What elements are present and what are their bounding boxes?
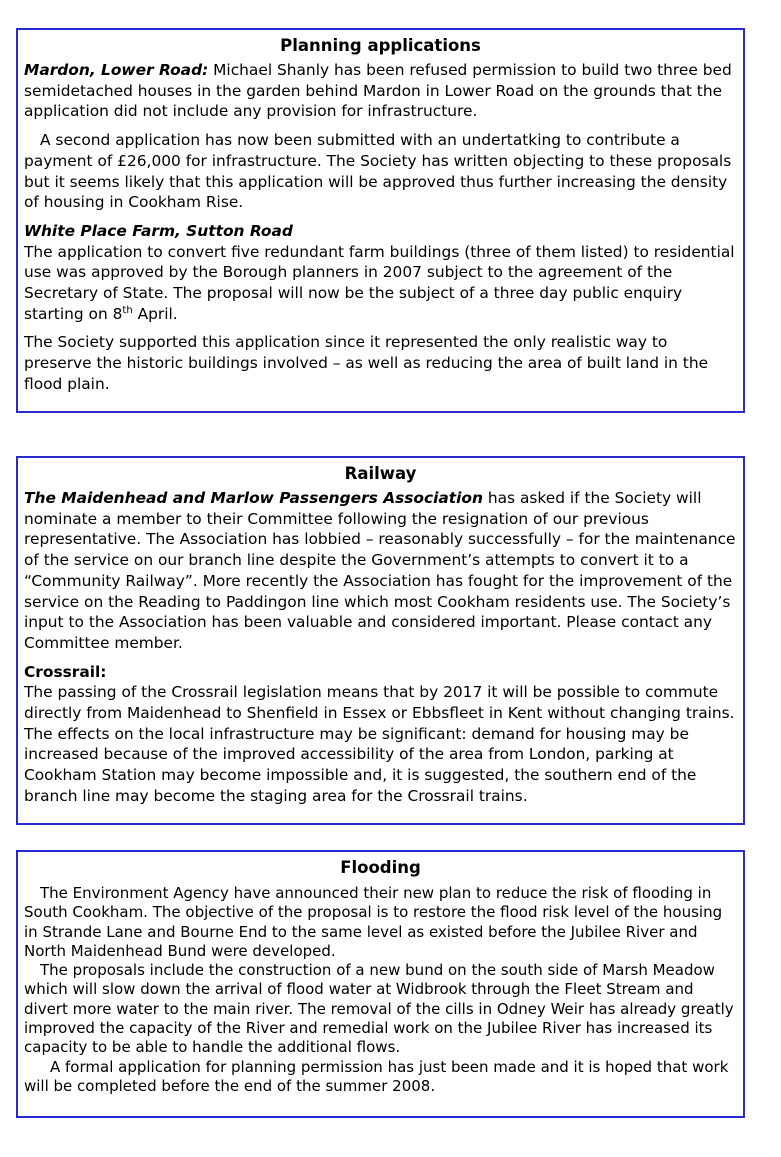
second-application-text: A second application has now been submitted with an undertatking to contribute a payment of £26,000 for infrastructure. The Society has written objecting to these proposals but it seems likely that this application will be approved thus further increasing the density of housing in Cookham Rise. (24, 131, 732, 212)
white-place-paragraph (24, 242, 737, 325)
planning-applications-section (16, 28, 745, 413)
mardon-paragraph (24, 60, 737, 122)
white-place-text-b: April. (132, 304, 178, 323)
bund-proposal-text: The proposals include the construction of a new bund on the south side of Marsh Meadow which will slow down the arrival of flood water at Widbrook through the Fleet Stream and divert more water to the main river. The removal of the cills in Odney Weir has already greatly improved the capacity of the River and remedial work on the Jubilee River has increased its capacity to be able to handle the additional flows. (24, 961, 734, 1057)
second-application-paragraph (24, 130, 737, 213)
passengers-association-paragraph (24, 488, 737, 654)
environment-agency-text: The Environment Agency have announced their new plan to reduce the risk of flooding in South Cookham. The objective of the proposal is to restore the flood risk level of the housing in Strande Lane and Bourne End to the same level as existed before the Jubilee River and North Maidenhead Bund were developed. (24, 884, 723, 960)
environment-agency-paragraph (24, 884, 737, 961)
crossrail-heading: Crossrail: (24, 662, 107, 681)
flooding-section (16, 850, 745, 1118)
white-place-text-a: The application to convert five redundant farm buildings (three of them listed) to residential use was approved by the Borough planners in 2007 subject to the agreement of the Secretary of State. The proposal will now be the subject of a three day public enquiry starting on 8 (24, 242, 735, 323)
crossrail-paragraph: The passing of the Crossrail legislation means that by 2017 it will be possible to commute directly from Maidenhead to Shenfield in Essex or Ebbsfleet in Kent without changing trains. The effects on the local infrastructure may be significant: demand for housing may be increased because of the improved accessibility of the area from London, parking at Cookham Station may become impossible and, it is suggested, the southern end of the branch line may become the staging area for the Crossrail trains. (24, 683, 735, 805)
bund-proposal-paragraph (24, 961, 737, 1057)
passengers-association-heading: The Maidenhead and Marlow Passengers Association (24, 489, 483, 507)
railway-section-title: Railway (344, 464, 417, 483)
planning-permission-text: A formal application for planning permission has just been made and it is hoped that work will be completed before the end of the summer 2008. (24, 1057, 729, 1095)
white-place-heading: White Place Farm, Sutton Road (24, 221, 293, 240)
planning-permission-paragraph (24, 1058, 737, 1097)
railway-section (16, 456, 745, 825)
mardon-heading: Mardon, Lower Road: (24, 61, 209, 79)
ordinal-superscript: th (122, 304, 133, 316)
passengers-association-text: has asked if the Society will nominate a member to their Committee following the resignation of our previous representative. The Association has lobbied – reasonably successfully – for the maintenance of the service on our branch line despite the Government’s attempts to convert it to a “Community Railway”. More recently the Association has fought for the improvement of the service on the Reading to Paddingon line which most Cookham residents use. The Society’s input to the Association has been valuable and considered important. Please contact any Committee member. (24, 489, 736, 652)
mardon-text: Michael Shanly has been refused permission to build two three bed semidetached houses in the garden behind Mardon in Lower Road on the grounds that the application did not include any provision for infrastructure. (24, 61, 732, 121)
society-support-paragraph: The Society supported this application since it represented the only realistic way to preserve the historic buildings involved – as well as reducing the area of built land in the flood plain. (24, 333, 709, 393)
flooding-section-title: Flooding (340, 858, 421, 877)
planning-section-title: Planning applications (280, 36, 481, 55)
